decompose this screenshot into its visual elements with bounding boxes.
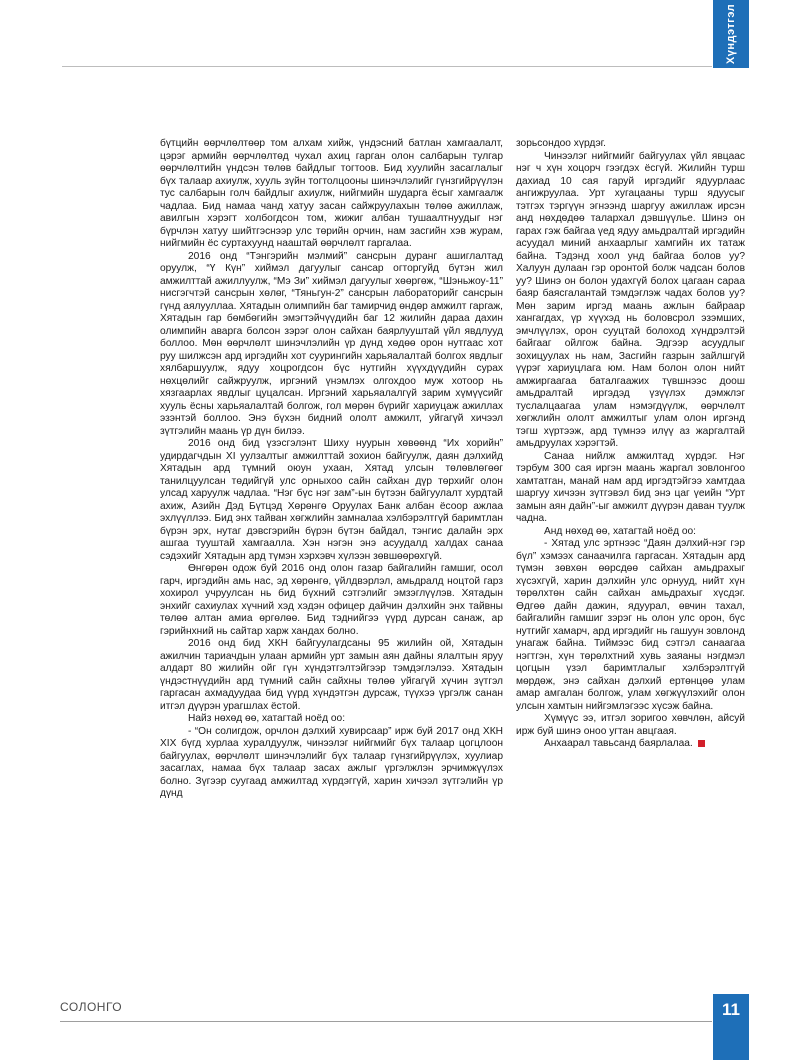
paragraph: Чинээлэг нийгмийг байгуулах үйл явцаас нэг ч хүн хоцорч гээгдэх ёсгүй. Жилийн турш дахиад 10 сая гаруй иргэдийг ядуурлаас ангижруулаа. Урт хугацааны турш ядуусыг тэтгэх тэргүүн эгнээнд шаргуу ажиллаж ирсэн анд нөхдөдөө талархал дэвшүүлье. Шинэ он гарах гэж байгаа үед ядуу амьдралтай иргэдийн асуудал миний анхаарлыг хамгийн их татаж байна. Тэдэнд хоол унд байгаа болов уу? Халуун дулаан гэр оронтой болж чадсан болов уу? Шинэ он болон удахгүй болох цагаан сараа баяр баясгалантай тэмдэглэж чадах болов уу? Мөн зарим иргэд маань ажлын байраар хангагдах, үр хүүхэд нь боловсрол эзэмших, эмчлүүлэх, орон сууцтай болоход хүндрэлтэй байгааг ойлгож байна. Эдгээр асуудлыг зохицуулах нь нам, Засгийн газрын зайлшгүй үүрэг хариуцлага юм. Нам болон олон нийт амжиргаагаа баталгаажих түвшнээс доош амьдралтай иргэдэд үзүүлэх дэмжлэг туслалцаагаа улам нэмэгдүүлж, өөрчлөлт хөгжлийн ололт амжилтыг улам олон иргэнд тэгш хүртээж, ард түмнээ илүү аз жаргалтай амьдруулах хэрэгтэй.: [516, 150, 745, 449]
section-tab: [713, 0, 749, 68]
magazine-name: СОЛОНГО: [60, 1000, 123, 1014]
end-mark-icon: [698, 740, 705, 747]
section-tab-label: Хүндэтгэл: [725, 3, 737, 65]
paragraph: Анд нөхөд өө, хатагтай ноёд оо:: [544, 525, 697, 537]
paragraph: 2016 онд бид үзэсгэлэнт Шиху нуурын хөвөөнд “Их хорийн” удирдагчдын XI уулзалтыг амжилттай зохион байгуулж, даян дэлхийд Хятадын ард түмний оюун ухаан, Хятад улсын төлөвлөгөөг танилцуулсан төдийгүй улс орныхоо сайн сайхан дүр төрхийг олон улсад харуулж чадлаа. “Нэг бүс нэг зам”-ын бүтээн байгуулалт хурдтай ахиж, Азийн Дэд Бүтцэд Хөрөнгө Оруулах Банк албан ёсоор ажлаа эхлүүллээ. Бид энх тайван хөгжлийн замналаа хэлбэрэлтгүй баримтлан бүрэн эрх, нутаг дэвсгэрийн бүрэн бүтэн байдал, тэнгис далайн эрх ашгаа тууштай хамгаалла. Хэн нэгэн энэ асуудалд халдах санаа сэдэхийг Хятадын ард түмэн хэрхэвч хүлээн зөвшөөрөхгүй.: [160, 438, 503, 562]
paragraph: 2016 онд “Тэнгэрийн мэлмий” сансрын дуранг ашиглалтад оруулж, “Ү Күн” хиймэл дагуулыг сансар огторгуйд бүтэн жил амжилттай ажиллуулж, “Мэ Зи” хиймэл дагуулыг хөөргөж, “Шэньжоу-11” нисгэгчтэй сансрын хөлөг, “Тяньгун-2” сансрын лабораторийг сансрын гүнд аялууллаа. Хятадын олимпийн баг тамирчид өндөр амжилт гаргаж, Хятадын гар бөмбөгийн эмэгтэйчүүдийн баг 12 жилийн дараа дахин олимпийн аварга болсон зэрэг олон сайхан баярлууштай үйл явдлууд боллоо. Мөн өөрчлөлт шинэчлэлийн үр дүнд хөдөө орон нутгаас хот руу шилжсэн ард иргэдийн хот суурингийн харьяалалтай болгох явдлыг хялбаршуулж, ядуу хоцрогдсон бүс нутгийн хүүхдүүдийн сурах нөхцөлийг сайжруулж, иргэний үнэмлэх олгохдоо муж хотоор нь хязгаарлах явдлыг цуцалсан. Иргэний харьяалалгүй зарим хүмүүсийг хууль ёсны харьяалалтай болгож, гол мөрөн бүрийг хариуцаж ажиллах эзэнтэй боллоо. Энэ бүхэн бидний ололт амжилт, уйгагүй хичээл зүтгэлийн маань үр дүн билээ.: [160, 250, 503, 437]
paragraph: Хүмүүс ээ, итгэл зоригоо хөвчлөн, айсуй ирж буй шинэ оноо угтан авцгаая.: [516, 713, 745, 737]
paragraph: Санаа нийлж амжилтад хүрдэг. Нэг тэрбум 300 сая иргэн маань жаргал зовлонгоо хамтатган, манай нам ард иргэдтэйгээ хамтдаа шаргуу хичээн зүтгэвэл бид энэ цаг үеийн “Урт замын аян дайн”-ыг амжилт дүүрэн даван туулж чадна.: [516, 450, 745, 524]
top-rule: [62, 66, 712, 67]
page-number: 11: [713, 994, 749, 1060]
article-column-right: [516, 138, 745, 751]
paragraph: - Хятад улс эртнээс “Даян дэлхий-нэг гэр бүл” хэмээх санаачилга гаргасан. Хятадын ард түмэн зөвхөн өөрсдөө сайхан амьдрахыг хүсэхгүй, харин дэлхийн улс орнууд, нийт хүн төрөлхтөн сайн сайхан амьдрахыг хүсдэг. Өдгөө дайн дажин, ядуурал, өвчин тахал, байгалийн гамшиг зэрэг нь олон улс орон, бүс нутгийг хамарч, ард иргэдийг нь гашуун зовлонд унагаж байна. Тиймээс бид сэтгэл санаагаа нэгтгэн, хүн төрөлхтний хувь заяаны нэгдмэл цогцын үзэл баримтлалыг хэлбэрэлтгүй мөрдөж, энэ сайхан дэлхий ертөнцөө улам амар амгалан болгож, улам хөгжүүлэхийг олон улсын хамтын нийгэмлэгээс хүсэж байна.: [516, 538, 745, 712]
paragraph: 2016 онд бид ХКН байгуулагдсаны 95 жилийн ой, Хятадын ажилчин тариачдын улаан армийн урт замын аян дайны ялалтын яруу алдарт 80 жилийн ойг гүн хүндэтгэлтэйгээр тэмдэглэлээ. Хятадын үндэстнүүдийн ард түмний сайн сайхны төлөө уйгагүй хүчин зүтгэл гаргасан ахмадуудаа бид үүрд хүндэтгэн дурсаж, түүхээ үргэлж санан итгэл дүүрэн урагшлах ёстой.: [160, 638, 503, 712]
paragraph: Найз нөхөд өө, хатагтай ноёд оо:: [188, 713, 346, 724]
article-column-left: [160, 138, 503, 801]
paragraph: - “Он солигдож, орчлон дэлхий хувирсаар” ирж буй 2017 онд ХКН XIX бүгд хурлаа хуралдуулж, чинээлэг нийгмийг бүх талаар цогцлоон байгуулах, өөрчлөлт шинэчлэлийг бүх талаар гүнзгийрүүлэх, хуулиар засаглах, намаа бүх талаар засах ажлыг үргэлжлэн эрчимжүүлэх болно. Зүгээр суугаад амжилтад хүрдэггүй, харин хичээл зүтгэлийн үр дүнд: [160, 725, 503, 799]
closing-text: Анхаарал тавьсанд баярлалаа.: [544, 738, 693, 749]
paragraph: Өнгөрөн одож буй 2016 онд олон газар байгалийн гамшиг, осол гарч, иргэдийн амь нас, эд хөрөнгө, үйлдвэрлэл, амьдралд ноцтой гарз хохирол учруулсан нь бид бүхний сэтгэлийг эмзэглүүлэв. Хятадын энхийг сахиулах хүчний хэд хэдэн офицер дайчин дэлхийн энх тайвны төлөө алтан амиа өргөлөө. Бид тэднийгээ үүрд дурсан санаж, ар гэрийнхний нь сайтар харж хандах болно.: [160, 563, 503, 637]
footer-rule: [60, 1021, 712, 1022]
closing-paragraph: [516, 738, 745, 751]
paragraph: зорьсондоо хүрдэг.: [516, 138, 606, 149]
paragraph: бүтцийн өөрчлөлтөөр том алхам хийж, үндэсний батлан хамгаалалт, цэрэг армийн өөрчлөлтөд чухал ахиц гарган олон салбарын тулгар өөрчлөлтийн үндсэн төлөв байдлыг тогтоов. Бид хуулийн засаглалыг бүх талаар ахиулж, хууль зүйн тогтолцооны шинэчлэлийг гүнзгийрүүлэн тус салбарын голч байдлыг ахиулж, нийгмийн шударга ёсыг хамгаалж чадлаа. Бид намаа чанд хатуу засан сайжруулахын төлөө ажиллаж, авилгын хэрэгт холбогдсон том, жижиг албан тушаалтнуудыг нэг бүрчлэн хатуу шийтгэснээр улс төрийн орчин, нам засгийн хэв журам, нийгмийн ёс суртахуунд нааштай өөрчлөлт гаргалаа.: [160, 138, 503, 249]
